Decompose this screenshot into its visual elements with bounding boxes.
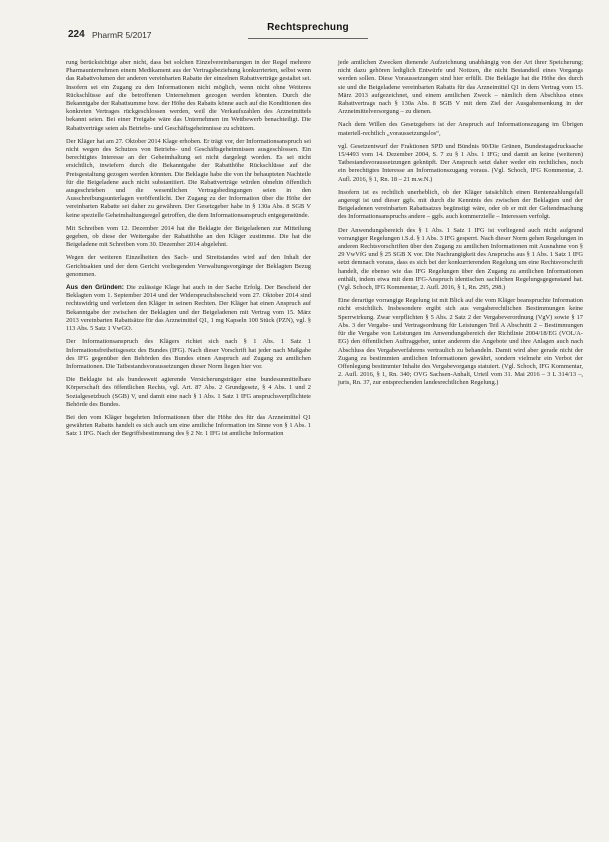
paragraph: Insofern ist es rechtlich unerheblich, ob der Kläger tatsächlich einen Rentenzahlungsfall angeregt ist und dieser ggfs. mit durch die Kenntnis des zwischen der Beklagten und der Beigeladenen vereinbarten Rabattsatzes begünstigt wäre, oder ob er mit der Geltendmachung des Informationsanspruchs andere – ggfs. auch kommerzielle – Interessen verfolgt. <box>338 188 583 221</box>
paragraph: Eine derartige vorrangige Regelung ist mit Blick auf die vom Kläger beanspruchte Information nicht ersichtlich. Insbesondere ergibt sich aus vergaberechtlichen Bestimmungen keine Sperrwirkung. Zwar verpflichten § 5 Abs. 2 Satz 2 der Vergabeverordnung (VgV) sowie § 17 Abs. 3 der Vergabe- und Vertragsordnung für Leistungen Teil A Abschnitt 2 – Bestimmungen für die Vergabe von Leistungen im Anwendungsbereich der Richtlinie 2004/18/EG (VOL/A-EG) den öffentlichen Auftraggeber, unter anderem die Angebote und ihre Anlagen auch nach Abschluss des Vergabeverfahrens vertraulich zu behandeln. Damit wird aber gerade nicht der Zugang zu bestimmten amtlichen Informationen gewährt, sondern vielmehr ein Verbot der Offenlegung bestimmter Inhalte des Vergabevorgangs statuiert. (Vgl. Schoch, IFG Kommentar, 2. Aufl. 2016, § 1, Rn. 340; OVG Sachsen-Anhalt, Urteil vom 31. Mai 2016 – 3 L 314/13 –, juris, Rn. 37, zur entsprechenden landesrechtlichen Regelung.) <box>338 297 583 387</box>
reasons-paragraph <box>66 284 311 333</box>
paragraph: Bei den vom Kläger begehrten Informationen über die Höhe des für das Arzneimittel Q1 gewährten Rabatts handelt es sich auch um eine amtliche Information im Sinne von § 1 Abs. 1 Satz 1 IFG. Nach der Begriffsbestimmung des § 2 Nr. 1 IFG ist amtliche Information <box>66 413 311 438</box>
section-rule <box>248 38 368 39</box>
paragraph: vgl. Gesetzentwurf der Fraktionen SPD und Bündnis 90/Die Grünen, Bundestagsdrucksache 15/4493 vom 14. Dezember 2004, S. 7 zu § 1 Abs. 1 IFG; und damit an keine (weiteren) Tatbestandsvoraussetzungen geknüpft. Der Anspruch setzt daher weder ein rechtliches, noch ein berechtigtes Interesse an Informationszugang voraus. (Vgl. Schoch, IFG Kommentar, 2. Aufl. 2016, § 1, Rn. 18 – 21 m.w.N.) <box>338 142 583 183</box>
journal-title: PharmR 5/2017 <box>92 30 152 40</box>
paragraph: Mit Schreiben vom 12. Dezember 2014 hat die Beklagte der Beigeladenen zur Mitteilung gegeben, ob diese der Weitergabe der Rabatthöhe an den Kläger zustimme. Die hat die Beigeladene mit Schreiben vom 30. Dezember 2014 abgelehnt. <box>66 224 311 249</box>
reasons-heading: Aus den Gründen: <box>66 284 124 292</box>
paragraph: Der Informationsanspruch des Klägers richtet sich nach § 1 Abs. 1 Satz 1 Informationsfreiheitsgesetz des Bundes (IFG). Nach dieser Vorschrift hat jeder nach Maßgabe des IFG gegenüber den Behörden des Bundes einen Anspruch auf Zugang zu amtlichen Informationen. Die Tatbestandsvoraussetzungen dieser Norm liegen hier vor. <box>66 338 311 370</box>
paragraph: Wegen der weiteren Einzelheiten des Sach- und Streitstandes wird auf den Inhalt der Gerichtsakten und der dem Gericht vorliegenden Verwaltungsvorgänge der Beklagten Bezug genommen. <box>66 254 311 278</box>
left-column <box>66 59 311 444</box>
paragraph: Der Anwendungsbereich des § 1 Abs. 1 Satz 1 IFG ist vorliegend auch nicht aufgrund vorrangiger Regelungen i.S.d. § 1 Abs. 3 IFG gesperrt. Nach dieser Norm gehen Regelungen in anderen Rechtsvorschriften über den Zugang zu amtlichen Informationen mit Ausnahme von § 29 VwVfG und § 25 SGB X vor. Die Nachrangigkeit des Anspruchs aus § 1 Abs. 1 Satz 1 IFG setzt demnach voraus, dass es sich bei der konkurrierenden Regelung um eine Rechtsvorschrift handelt, die ebenso wie das IFG Regelungen über den Zugang zu amtlichen Informationen enthält, indem etwa mit dem IFG-Anspruch identischen sachlichen Regelungsgegenstand hat. (Vgl. Schoch, IFG Kommentar, 2. Aufl. 2016, § 1, Rn. 295, 298.) <box>338 226 583 292</box>
page-number: 224 <box>68 29 85 40</box>
reasons-text: Die zulässige Klage hat auch in der Sache Erfolg. Der Bescheid der Beklagten vom 1. September 2014 und der Widerspruchsbescheid vom 27. Oktober 2014 sind rechtswidrig und verletzen den Kläger in seinen Rechten. Der Kläger hat einen Anspruch auf Bekanntgabe der zwischen der Beklagten und der Beigeladenen mit Vertrag vom 15. März 2013 vereinbarten Rabattsätze für das Arzneimittel Q1, 1 mg Kapseln 100 Stück (PZN), vgl. § 113 Abs. 5 Satz 1 VwGO. <box>66 284 311 333</box>
paragraph: rung berücksichtige aber nicht, dass bei solchen Einzelvereinbarungen in der Regel mehrere Pharmaunternehmen einem Medikament aus der Vertragsbeziehung konkurrierten, selbst wenn das Rabattvolumen der anderen vereinbarten Rabatte der einzelnen Rabattverträge gestaltet sei. Insofern sei ein Zugang zu den Informationen nicht möglich, wenn nicht ohne Weiteres Rückschlüsse auf die betroffenen Unternehmen gezogen werden könnten. Durch die Bekanntgabe der Rabattsumme bzw. der Höhe des Rabatts könne auch auf die Konditionen des konkreten Vertrages rückgeschlossen werden, weil die Verkaufszahlen des Arzneimittels bekannt seien. Bei einer Freigabe wäre das Unternehmen im Wettbewerb benachteiligt. Die Rabattverträge seien als Betriebs- und Geschäftsgeheimnisse zu schützen. <box>66 59 311 132</box>
paragraph: Nach dem Willen des Gesetzgebers ist der Anspruch auf Informationszugang im Übrigen materiell-rechtlich „voraussetzungslos“, <box>338 121 583 137</box>
page-header <box>0 0 609 50</box>
paragraph: Die Beklagte ist als bundesweit agierende Versicherungsträger eine bundesunmittelbare Körperschaft des öffentlichen Rechts, vgl. Art. 87 Abs. 2 Grundgesetz, § 4 Abs. 1 und 2 Sozialgesetzbuch (SGB) V, und damit eine nach § 1 Abs. 1 Satz 1 IFG anspruchsverpflichtete Behörde des Bundes. <box>66 376 311 408</box>
paragraph: Der Kläger hat am 27. Oktober 2014 Klage erhoben. Er trägt vor, der Informationsanspruch sei nicht wegen des Schutzes von Betriebs- und Geschäftsgeheimnissen ausgeschlossen. Ein berechtigtes Interesse an der Geheimhaltung sei nicht dargelegt worden. Es sei nicht ersichtlich, inwiefern durch die Bekanntgabe der Rabatthöhe Rückschlüsse auf die Preisgestaltung gezogen werden könnten. Die Beklagte habe die von ihr behaupteten Nachteile für die Beigeladene auch nicht substantiiert. Die Rabattverträge würden ohnehin öffentlich ausgeschrieben und die wesentlichen Vertragsbedingungen seien in den Ausschreibungsunterlagen veröffentlicht. Der Zugang zu der Information über die Höhe der vereinbarten Rabatte sei daher zu gewähren. Der Gesetzgeber habe in § 130a Abs. 8 SGB V keine spezielle Geheimhaltungsregel getroffen, die dem Informationsanspruch entgegenstünde. <box>66 137 311 219</box>
paragraph: jede amtlichen Zwecken dienende Aufzeichnung unabhängig von der Art ihrer Speicherung; nicht dazu gehören lediglich Entwürfe und Notizen, die nicht Bestandteil eines Vorgangs werden sollen. Diese Voraussetzungen sind hier erfüllt. Die Beklagte hat die Höhe des durch sie und die Beigeladene vereinbarten Rabatts für das Arzneimittel Q1 in dem Vertrag vom 15. März 2013 aufgezeichnet, und einem amtlichen Zweck – nämlich dem Abschluss eines Rabattvertrags nach § 130a Abs. 8 SGB V mit dem Ziel der Ausgabensenkung in der Arzneimittelversorgung – zu dienen. <box>338 59 583 116</box>
right-column <box>338 59 583 393</box>
section-title: Rechtsprechung <box>267 22 349 33</box>
